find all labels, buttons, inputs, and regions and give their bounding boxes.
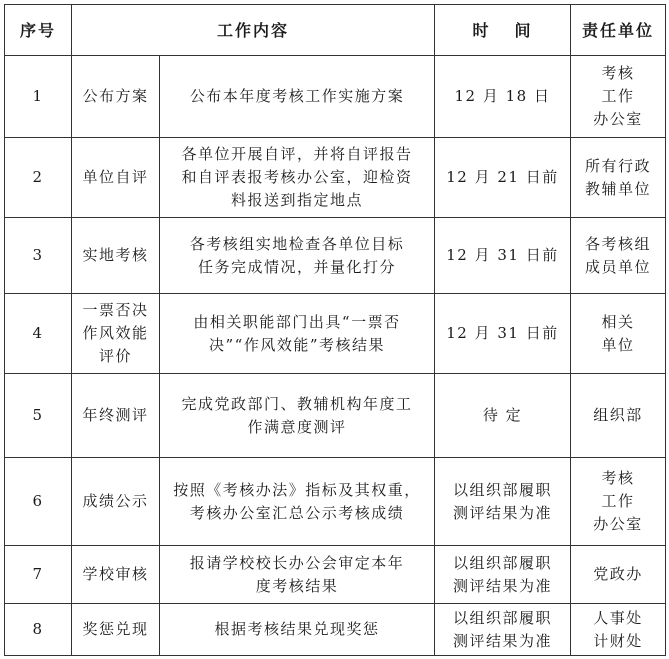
cell-unit-text: 办公室 — [593, 515, 643, 533]
cell-name — [72, 604, 160, 656]
cell-seq — [5, 294, 72, 374]
cell-unit-text: 各考核组 — [585, 234, 652, 253]
cell-content — [160, 138, 435, 218]
header-content: 工作内容 — [72, 5, 435, 56]
cell-content — [160, 546, 435, 604]
cell-seq — [5, 458, 72, 546]
header-seq: 序号 — [5, 5, 72, 56]
cell-unit-text: 考核 — [601, 64, 635, 82]
cell-name-text: 单位自评 — [82, 168, 149, 186]
cell-content-text: 按照《考核办法》指标及其权重， — [173, 480, 421, 499]
cell-seq-text: 6 — [32, 492, 44, 510]
cell-name — [72, 458, 160, 546]
cell-content-text: 度考核结果 — [255, 576, 339, 595]
cell-time-text: 以组织部履职 — [453, 480, 553, 499]
cell-seq-text: 5 — [32, 406, 44, 424]
cell-unit-text: 组织部 — [593, 406, 643, 424]
cell-time — [435, 546, 571, 604]
cell-name-text: 一票否决 — [82, 301, 149, 319]
header-time: 时间 — [435, 5, 571, 56]
cell-time — [435, 56, 571, 138]
cell-name-text: 年终测评 — [82, 406, 149, 424]
cell-content — [160, 604, 435, 656]
cell-time-text: 测评结果为准 — [453, 576, 553, 595]
cell-time-text: 12 月 31 日前 — [446, 324, 559, 342]
cell-unit — [571, 546, 666, 604]
cell-content-text: 由相关职能部门出具“一票否 — [193, 312, 401, 331]
cell-unit — [571, 56, 666, 138]
cell-name — [72, 374, 160, 458]
cell-unit — [571, 294, 666, 374]
cell-content-text: 完成党政部门、教辅机构年度工 — [181, 394, 413, 413]
cell-content-text: 考核办公室汇总公示考核成绩 — [189, 503, 405, 522]
cell-time-text: 以组织部履职 — [453, 608, 553, 627]
cell-unit-text: 教辅单位 — [585, 179, 652, 198]
cell-content-text: 各单位开展自评，并将自评报告 — [181, 145, 413, 163]
cell-name-text: 作风效能 — [82, 324, 149, 342]
cell-content-text: 和自评表报考核办公室，迎检资 — [181, 168, 413, 186]
header-unit: 责任单位 — [571, 5, 666, 56]
cell-name — [72, 218, 160, 294]
cell-name — [72, 546, 160, 604]
cell-unit-text: 相关 — [601, 312, 635, 331]
cell-unit-text: 工作 — [601, 87, 635, 105]
cell-name-text: 学校审核 — [82, 565, 149, 583]
cell-time — [435, 218, 571, 294]
cell-time — [435, 138, 571, 218]
cell-name — [72, 294, 160, 374]
cell-content-text: 公布本年度考核工作实施方案 — [189, 87, 405, 105]
cell-time — [435, 458, 571, 546]
cell-content-text: 任务完成情况，并量化打分 — [198, 257, 397, 276]
cell-name — [72, 56, 160, 138]
cell-unit-text: 人事处 — [593, 608, 643, 627]
cell-unit — [571, 374, 666, 458]
cell-content — [160, 218, 435, 294]
cell-content — [160, 56, 435, 138]
cell-time — [435, 374, 571, 458]
cell-content-text: 报请学校校长办公会审定本年 — [189, 553, 405, 572]
cell-content — [160, 374, 435, 458]
table-row — [5, 546, 666, 604]
cell-time-text: 待 定 — [482, 406, 523, 424]
cell-seq — [5, 546, 72, 604]
cell-name-text: 评价 — [98, 347, 132, 365]
table-row — [5, 138, 666, 218]
cell-name-text: 成绩公示 — [82, 492, 149, 510]
cell-name-text: 实地考核 — [82, 246, 149, 264]
cell-time-text: 以组织部履职 — [453, 553, 553, 572]
cell-unit-text: 单位 — [601, 335, 635, 354]
cell-time — [435, 294, 571, 374]
schedule-table — [4, 4, 666, 656]
table-row — [5, 294, 666, 374]
cell-seq — [5, 604, 72, 656]
cell-unit-text: 所有行政 — [585, 156, 652, 175]
cell-unit — [571, 138, 666, 218]
cell-unit-text: 成员单位 — [585, 257, 652, 276]
cell-unit-text: 工作 — [601, 492, 635, 510]
cell-time-text: 12 月 31 日前 — [446, 246, 559, 264]
cell-seq-text: 4 — [32, 324, 44, 342]
cell-unit-text: 计财处 — [593, 631, 643, 650]
cell-name-text: 公布方案 — [82, 87, 149, 105]
table-row — [5, 218, 666, 294]
cell-seq-text: 2 — [32, 168, 44, 186]
cell-seq-text: 7 — [32, 565, 44, 583]
cell-unit-text: 党政办 — [593, 565, 643, 583]
cell-name — [72, 138, 160, 218]
cell-unit — [571, 218, 666, 294]
cell-unit — [571, 604, 666, 656]
cell-time-text: 12 月 21 日前 — [446, 168, 559, 186]
cell-time-text: 测评结果为准 — [453, 503, 553, 522]
cell-unit — [571, 458, 666, 546]
cell-seq-text: 1 — [32, 87, 44, 105]
header-row — [5, 5, 666, 56]
cell-time-text: 测评结果为准 — [453, 631, 553, 650]
cell-content-text: 料报送到指定地点 — [231, 191, 364, 209]
cell-content — [160, 458, 435, 546]
cell-seq-text: 3 — [32, 246, 44, 264]
cell-unit-text: 办公室 — [593, 110, 643, 128]
table-row — [5, 604, 666, 656]
cell-content-text: 根据考核结果兑现奖惩 — [214, 620, 380, 638]
cell-seq-text: 8 — [32, 620, 44, 638]
cell-content-text: 决”“作风效能”考核结果 — [209, 335, 386, 354]
cell-name-text: 奖惩兑现 — [82, 620, 149, 638]
cell-unit-text: 考核 — [601, 469, 635, 487]
cell-seq — [5, 138, 72, 218]
cell-content-text: 作满意度测评 — [247, 417, 347, 436]
cell-time — [435, 604, 571, 656]
cell-seq — [5, 218, 72, 294]
cell-seq — [5, 374, 72, 458]
cell-content-text: 各考核组实地检查各单位目标 — [189, 234, 405, 253]
cell-time-text: 12 月 18 日 — [454, 87, 551, 105]
table-row — [5, 374, 666, 458]
cell-content — [160, 294, 435, 374]
table-row — [5, 458, 666, 546]
table-row — [5, 56, 666, 138]
cell-seq — [5, 56, 72, 138]
